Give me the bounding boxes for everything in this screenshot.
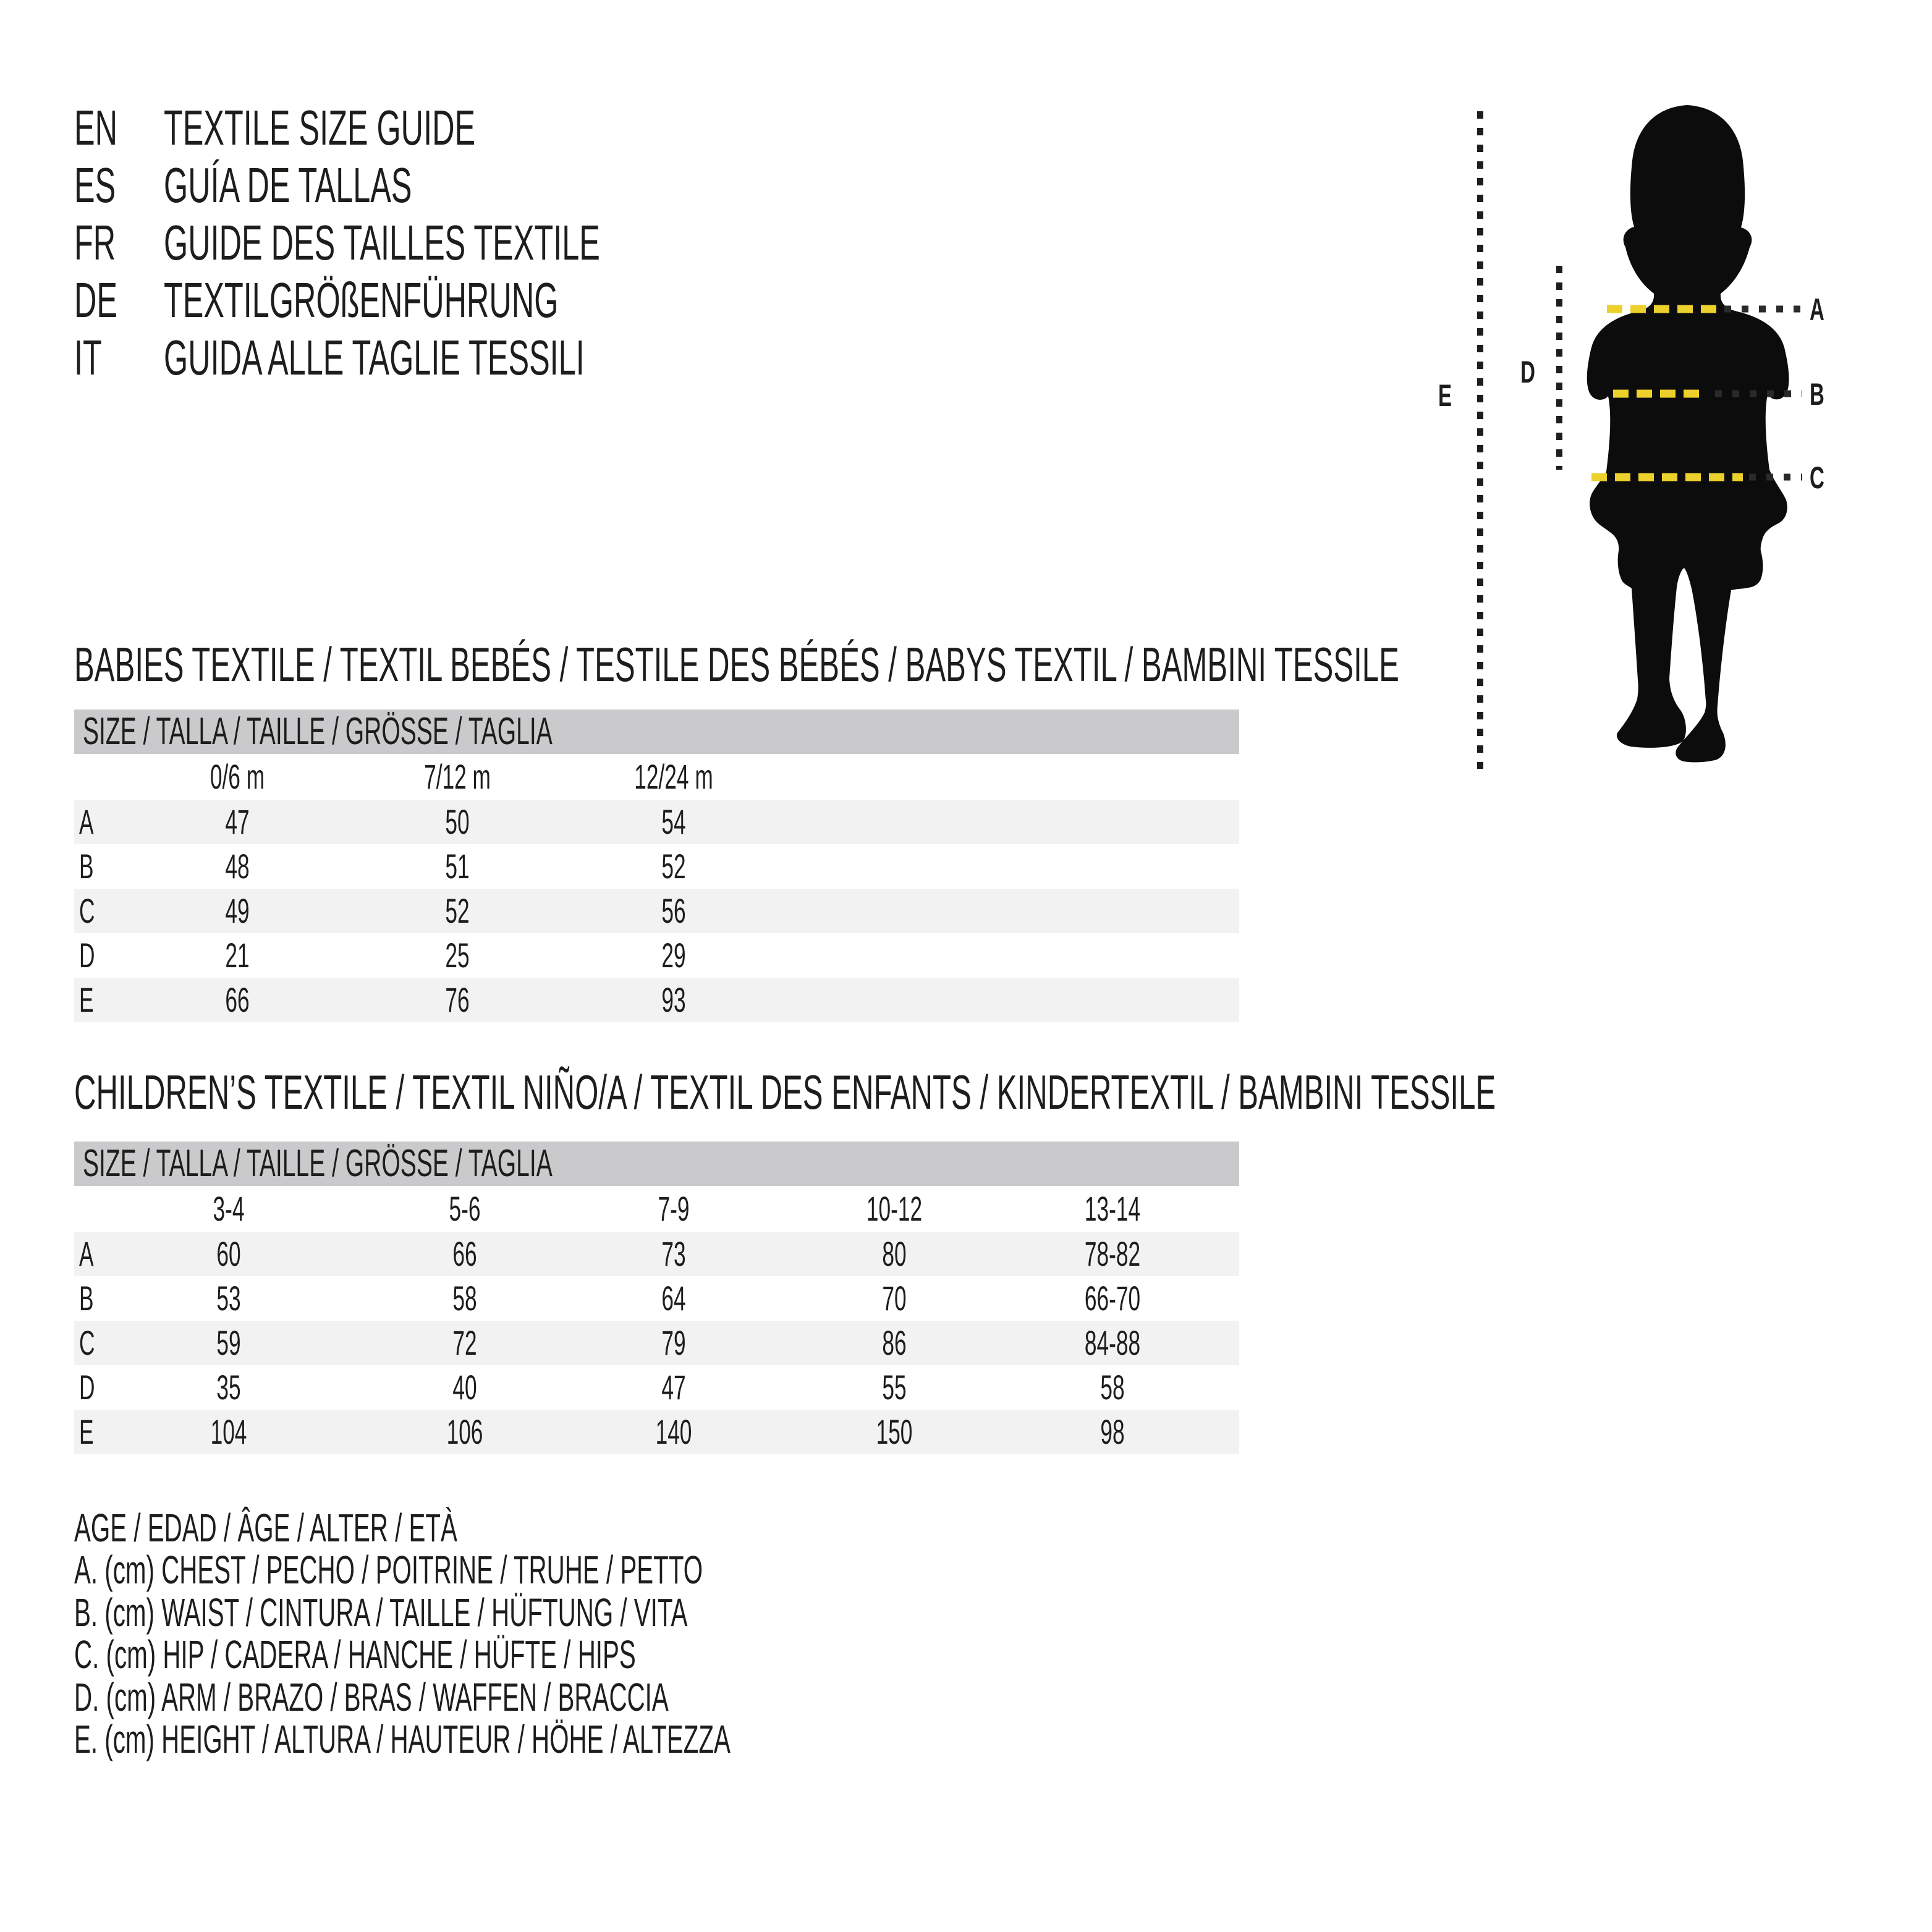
lang-code: IT xyxy=(74,330,102,385)
lang-code: DE xyxy=(74,273,118,328)
column-header: 3-4 xyxy=(213,1189,245,1228)
row-label: B xyxy=(79,847,94,886)
table-cell: 25 xyxy=(445,936,470,975)
babies-column-header-row xyxy=(74,754,1239,800)
table-row xyxy=(74,933,1239,978)
guide-title: GUIDA ALLE TAGLIE TESSILI xyxy=(164,330,585,385)
lang-code: FR xyxy=(74,215,116,270)
table-cell: 54 xyxy=(661,802,686,841)
table-cell: 47 xyxy=(225,802,250,841)
table-cell: 84-88 xyxy=(1084,1323,1141,1362)
child-silhouette-diagram xyxy=(1409,87,1922,803)
table-cell: 150 xyxy=(876,1412,913,1451)
table-row xyxy=(74,978,1239,1022)
row-label: E xyxy=(79,980,94,1019)
table-cell: 76 xyxy=(445,980,470,1019)
table-row xyxy=(74,844,1239,889)
table-row xyxy=(74,889,1239,933)
column-header: 10-12 xyxy=(866,1189,923,1228)
table-cell: 98 xyxy=(1100,1412,1125,1451)
legend-line-hip: C. (cm) HIP / CADERA / HANCHE / HÜFTE / HIPS xyxy=(74,1632,636,1677)
table-cell: 140 xyxy=(655,1412,692,1451)
table-cell: 52 xyxy=(445,891,470,930)
table-cell: 72 xyxy=(452,1323,477,1362)
table-cell: 50 xyxy=(445,802,470,841)
table-cell: 35 xyxy=(216,1368,241,1407)
babies-size-table xyxy=(74,710,1239,1022)
table-row xyxy=(74,1365,1239,1410)
row-label: C xyxy=(79,891,95,930)
table-cell: 21 xyxy=(225,936,250,975)
legend-line-height: E. (cm) HEIGHT / ALTURA / HAUTEUR / HÖHE / ALTEZZA xyxy=(74,1717,731,1761)
table-cell: 58 xyxy=(452,1279,477,1318)
table-cell: 51 xyxy=(445,847,470,886)
column-header: 7-9 xyxy=(658,1189,690,1228)
table-cell: 70 xyxy=(882,1279,907,1318)
measure-label-d: D xyxy=(1520,355,1535,389)
measure-label-a: A xyxy=(1810,292,1824,327)
table-cell: 29 xyxy=(661,936,686,975)
column-header: 12/24 m xyxy=(634,757,713,796)
table-cell: 59 xyxy=(216,1323,241,1362)
table-cell: 60 xyxy=(216,1234,241,1273)
column-header: 5-6 xyxy=(449,1189,481,1228)
guide-title: TEXTILE SIZE GUIDE xyxy=(164,100,476,155)
table-row xyxy=(74,1410,1239,1454)
table-cell: 80 xyxy=(882,1234,907,1273)
row-label: E xyxy=(79,1412,94,1451)
table-cell: 73 xyxy=(661,1234,686,1273)
lang-code: EN xyxy=(74,100,118,155)
children-section-heading: CHILDREN’S TEXTILE / TEXTIL NIÑO/A / TEXTIL DES ENFANTS / KINDERTEXTIL / BAMBINI TESSILE xyxy=(74,1065,1496,1119)
guide-title: GUÍA DE TALLAS xyxy=(164,158,412,213)
table-cell: 66 xyxy=(225,980,250,1019)
table-cell: 58 xyxy=(1100,1368,1125,1407)
table-cell: 47 xyxy=(661,1368,686,1407)
table-cell: 106 xyxy=(446,1412,483,1451)
table-cell: 66 xyxy=(452,1234,477,1273)
row-label: B xyxy=(79,1279,94,1318)
measure-label-c: C xyxy=(1810,460,1824,495)
table-cell: 49 xyxy=(225,891,250,930)
legend-line-chest: A. (cm) CHEST / PECHO / POITRINE / TRUHE / PETTO xyxy=(74,1548,703,1592)
table-cell: 86 xyxy=(882,1323,907,1362)
row-label: C xyxy=(79,1323,95,1362)
table-cell: 40 xyxy=(452,1368,477,1407)
table-cell: 52 xyxy=(661,847,686,886)
legend-line-age: AGE / EDAD / ÂGE / ALTER / ETÀ xyxy=(74,1506,457,1550)
table-cell: 79 xyxy=(661,1323,686,1362)
table-cell: 56 xyxy=(661,891,686,930)
column-header: 0/6 m xyxy=(210,757,265,796)
guide-title: TEXTILGRÖßENFÜHRUNG xyxy=(164,273,559,328)
measure-label-e: E xyxy=(1438,378,1452,413)
row-label: D xyxy=(79,1368,95,1407)
table-row xyxy=(74,1232,1239,1276)
column-header: 7/12 m xyxy=(424,757,491,796)
guide-title: GUIDE DES TAILLES TEXTILE xyxy=(164,215,600,270)
babies-size-header-bar: SIZE / TALLA / TAILLE / GRÖSSE / TAGLIA xyxy=(74,710,1239,754)
table-row xyxy=(74,1276,1239,1321)
children-size-table xyxy=(74,1142,1239,1454)
table-cell: 104 xyxy=(210,1412,247,1451)
legend-line-arm: D. (cm) ARM / BRAZO / BRAS / WAFFEN / BRACCIA xyxy=(74,1675,669,1719)
table-cell: 93 xyxy=(661,980,686,1019)
column-header: 13-14 xyxy=(1084,1189,1141,1228)
babies-section-heading: BABIES TEXTILE / TEXTIL BEBÉS / TESTILE DES BÉBÉS / BABYS TEXTIL / BAMBINI TESSILE xyxy=(74,637,1399,692)
children-column-header-row xyxy=(74,1186,1239,1232)
legend-line-waist: B. (cm) WAIST / CINTURA / TAILLE / HÜFTUNG / VITA xyxy=(74,1590,688,1635)
row-label: A xyxy=(79,802,94,841)
table-cell: 53 xyxy=(216,1279,241,1318)
table-row xyxy=(74,800,1239,844)
table-cell: 64 xyxy=(661,1279,686,1318)
table-cell: 55 xyxy=(882,1368,907,1407)
table-row xyxy=(74,1321,1239,1365)
table-cell: 48 xyxy=(225,847,250,886)
children-size-header-bar: SIZE / TALLA / TAILLE / GRÖSSE / TAGLIA xyxy=(74,1142,1239,1186)
row-label: D xyxy=(79,936,95,975)
row-label: A xyxy=(79,1234,94,1273)
measure-label-b: B xyxy=(1810,377,1824,412)
table-cell: 66-70 xyxy=(1084,1279,1141,1318)
lang-code: ES xyxy=(74,158,116,213)
measurement-figure xyxy=(1409,87,1922,803)
table-cell: 78-82 xyxy=(1084,1234,1141,1273)
